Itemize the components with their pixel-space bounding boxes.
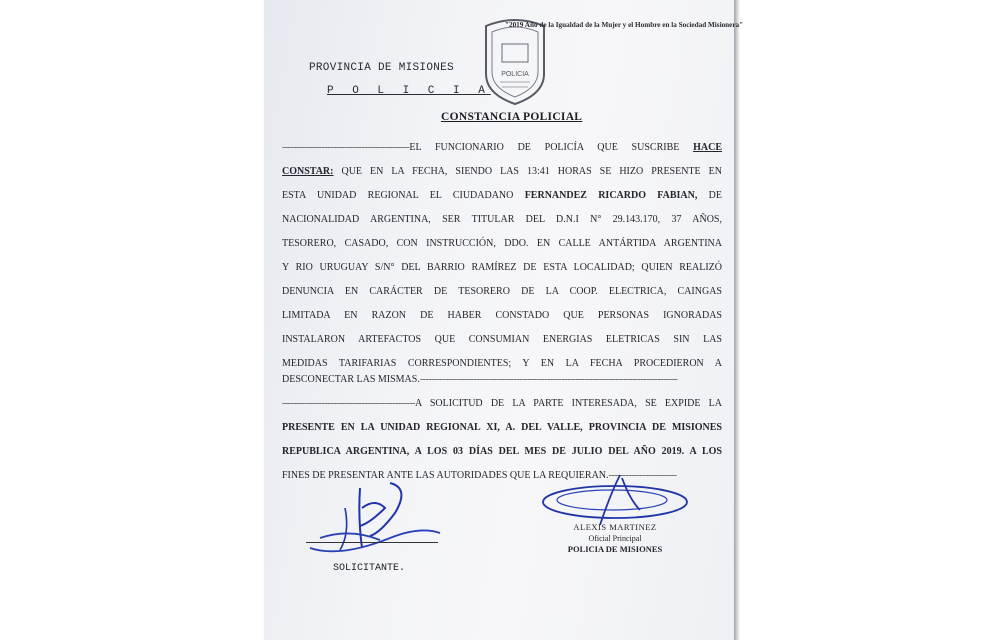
officer-name: ALEXIS MARTINEZ (573, 522, 657, 532)
applicant-label: SOLICITANTE. (333, 563, 406, 574)
body-line-8: LIMITADA EN RAZON DE HABER CONSTADO QUE PERSONAS IGNORADAS (282, 310, 722, 321)
institution-header: P O L I C I A (327, 85, 491, 97)
seal-text: POLICIA (501, 71, 529, 78)
year-motto: "2019 Año de la Igualdad de la Mujer y el Hombre en la Sociedad Misionera" (505, 21, 744, 29)
body-line-9: INSTALARON ARTEFACTOS QUE CONSUMIAN ENERGIAS ELETRICAS SIN LAS (282, 334, 722, 345)
officer-signature (540, 470, 700, 530)
applicant-signature-line (306, 542, 438, 543)
officer-organization: POLICIA DE MISIONES (567, 544, 663, 554)
body-line-1: ---------------------------------------------EL FUNCIONARIO DE POLICÍA QUE SUSCRIBE HACE (282, 142, 723, 153)
paper-edge-shadow (734, 0, 740, 640)
body-line-5: TESORERO, CASADO, CON INSTRUCCIÓN, DDO. EN CALLE ANTÁRTIDA ARGENTINA (282, 238, 722, 249)
body-line-10: MEDIDAS TARIFARIAS CORRESPONDIENTES; Y EN LA FECHA PROCEDIERON A (282, 358, 722, 369)
body-line-13: PRESENTE EN LA UNIDAD REGIONAL XI, A. DEL VALLE, PROVINCIA DE MISIONES (282, 422, 722, 433)
document-title: CONSTANCIA POLICIAL (441, 111, 583, 123)
body-line-4: NACIONALIDAD ARGENTINA, SER TITULAR DEL D.N.I N° 29.143.170, 37 AÑOS, (282, 214, 722, 225)
body-line-7: DENUNCIA EN CARÁCTER DE TESORERO DE LA COOP. ELECTRICA, CAINGAS (282, 286, 722, 297)
officer-rank: Oficial Principal (588, 534, 642, 543)
body-line-2: CONSTAR: QUE EN LA FECHA, SIENDO LAS 13:41 HORAS SE HIZO PRESENTE EN (282, 166, 722, 177)
province-header: PROVINCIA DE MISIONES (309, 62, 454, 74)
applicant-signature (300, 478, 450, 568)
body-line-15: FINES DE PRESENTAR ANTE LAS AUTORIDADES QUE LA REQUIERAN.------------------------ (282, 470, 677, 481)
body-line-14: REPUBLICA ARGENTINA, A LOS 03 DÍAS DEL MES DE JULIO DEL AÑO 2019. A LOS (282, 446, 722, 457)
body-line-11: DESCONECTAR LAS MISMAS.------------------------------------------------------------------------------------------- (282, 374, 678, 385)
body-line-6: Y RIO URUGUAY S/N° DEL BARRIO RAMÍREZ DE ESTA LOCALIDAD; QUIEN REALIZÓ (282, 262, 722, 273)
body-line-3: ESTA UNIDAD REGIONAL EL CIUDADANO FERNANDEZ RICARDO FABIAN, DE (282, 190, 723, 201)
body-line-12: -----------------------------------------------A SOLICITUD DE LA PARTE INTERESADA, SE EXPIDE LA (282, 398, 722, 409)
